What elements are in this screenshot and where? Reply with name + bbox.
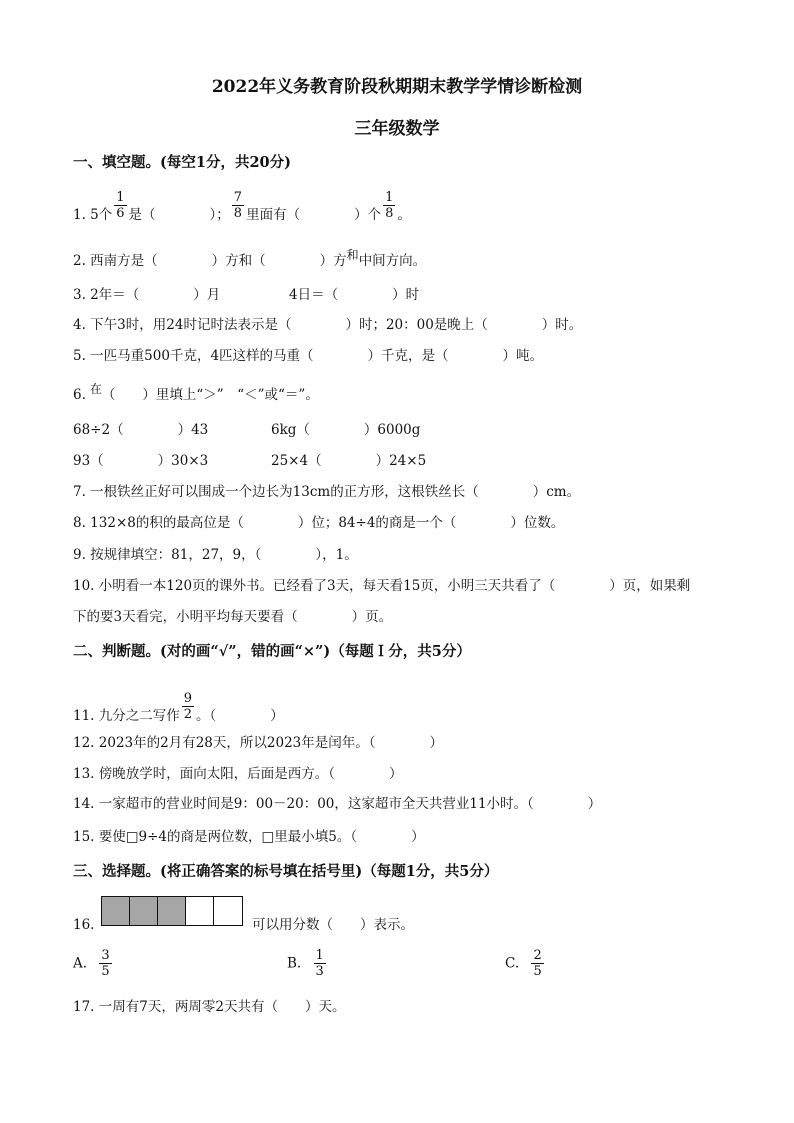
fraction-bar-cells xyxy=(101,896,243,926)
fraction-bar-diagram xyxy=(101,896,243,926)
q6-row-2-a: 93（ ）30×3 xyxy=(73,453,209,469)
question-16-number: 16. xyxy=(73,917,95,933)
question-7: 7. 一根铁丝正好可以围成一个边长为13cm的正方形，这根铁丝长（ ）cm。 xyxy=(73,484,581,500)
q1-text-c: 里面有（ ）个 xyxy=(246,207,382,223)
q3-text-a: 3. 2年＝（ ）月 xyxy=(73,287,221,303)
question-15: 15. 要使□9÷4的商是两位数，□里最小填5。（ ） xyxy=(73,829,425,845)
section-1-heading: 一、填空题。(每空1分，共20分) xyxy=(73,154,291,171)
q1-text-b: 是（ ）； xyxy=(128,207,230,223)
question-9: 9. 按规律填空：81，27，9，（ ），1。 xyxy=(73,547,358,563)
empty-cell xyxy=(186,897,214,925)
question-2 xyxy=(73,248,427,269)
question-3 xyxy=(73,287,220,303)
q6-row-1-b: 6kg（ ）6000g xyxy=(271,422,421,438)
q11-text-b: 。（ ） xyxy=(196,708,284,724)
fraction-1-8: $\frac{1}{8}$ xyxy=(385,190,394,221)
question-10-line-2: 下的要3天看完，小明平均每天要看（ ）页。 xyxy=(73,609,393,625)
section-3-heading: 三、选择题。(将正确答案的标号填在括号里)（每题1分，共5分） xyxy=(73,863,499,880)
question-11 xyxy=(73,691,284,732)
option-c[interactable] xyxy=(505,948,546,979)
question-10-line-1: 10. 小明看一本120页的课外书。已经看了3天，每天看15页，小明三天共看了（ ）页，如果剩 xyxy=(73,578,691,594)
shaded-cell xyxy=(158,897,186,925)
fraction-1-6: $\frac{1}{6}$ xyxy=(116,190,125,221)
option-a[interactable] xyxy=(73,948,114,979)
page-title: 2022年义务教育阶段秋期期末教学学情诊断检测 xyxy=(211,77,583,97)
option-b[interactable] xyxy=(287,948,328,979)
fraction-7-8: $\frac{7}{8}$ xyxy=(233,190,243,221)
q3-text-b: 4日＝（ ）时 xyxy=(289,287,420,303)
q6-text: （ ）里填上“＞” “＜”或“＝”。 xyxy=(101,387,319,403)
question-1 xyxy=(73,190,411,231)
option-c-label: C. xyxy=(505,955,520,972)
option-a-fraction: $\frac{3}{5}$ xyxy=(101,948,110,979)
question-4: 4. 下午3时，用24时记时法表示是（ ）时；20：00是晚上（ ）时。 xyxy=(73,317,583,333)
question-5: 5. 一匹马重500千克，4匹这样的马重（ ）千克，是（ ）吨。 xyxy=(73,348,544,364)
q6-number: 6. xyxy=(73,387,86,403)
question-13: 13. 傍晚放学时，面向太阳，后面是西方。（ ） xyxy=(73,766,403,782)
empty-cell xyxy=(214,897,242,925)
section-2-heading: 二、判断题。(对的画“√”，错的画“×”)（每题Ｉ分，共5分） xyxy=(73,643,471,660)
question-12: 12. 2023年的2月有28天，所以2023年是闰年。（ ） xyxy=(73,735,443,751)
option-b-fraction: $\frac{1}{3}$ xyxy=(315,948,324,979)
q2-text-a: 2. 西南方是（ ）方和（ ）方 xyxy=(73,253,347,269)
option-b-label: B. xyxy=(287,955,302,972)
shaded-cell xyxy=(130,897,158,925)
q2-superscript: 和 xyxy=(346,248,359,262)
q11-text-a: 11. 九分之二写作 xyxy=(73,708,180,724)
q1-text-d: 。 xyxy=(397,207,411,223)
option-a-label: A. xyxy=(73,955,88,972)
question-8: 8. 132×8的积的最高位是（ ）位；84÷4的商是一个（ ）位数。 xyxy=(73,515,565,531)
q6-row-1-a: 68÷2（ ）43 xyxy=(73,422,209,438)
q2-text-b: 中间方向。 xyxy=(358,253,427,269)
q16-text: 可以用分数（ ）表示。 xyxy=(252,917,414,933)
option-c-fraction: $\frac{2}{5}$ xyxy=(533,948,542,979)
question-14: 14. 一家超市的营业时间是9：00－20：00，这家超市全天共营业11小时。（ ） xyxy=(73,796,602,812)
question-17: 17. 一周有7天，两周零2天共有（ ）天。 xyxy=(73,999,346,1015)
question-6 xyxy=(73,382,319,403)
page-subtitle: 三年级数学 xyxy=(354,119,440,139)
q6-superscript: 在 xyxy=(89,382,102,396)
shaded-cell xyxy=(102,897,130,925)
q1-text-a: 1. 5个 xyxy=(73,207,113,223)
q6-row-2-b: 25×4（ ）24×5 xyxy=(271,453,427,469)
fraction-9-2: $\frac{9}{2}$ xyxy=(183,691,193,722)
